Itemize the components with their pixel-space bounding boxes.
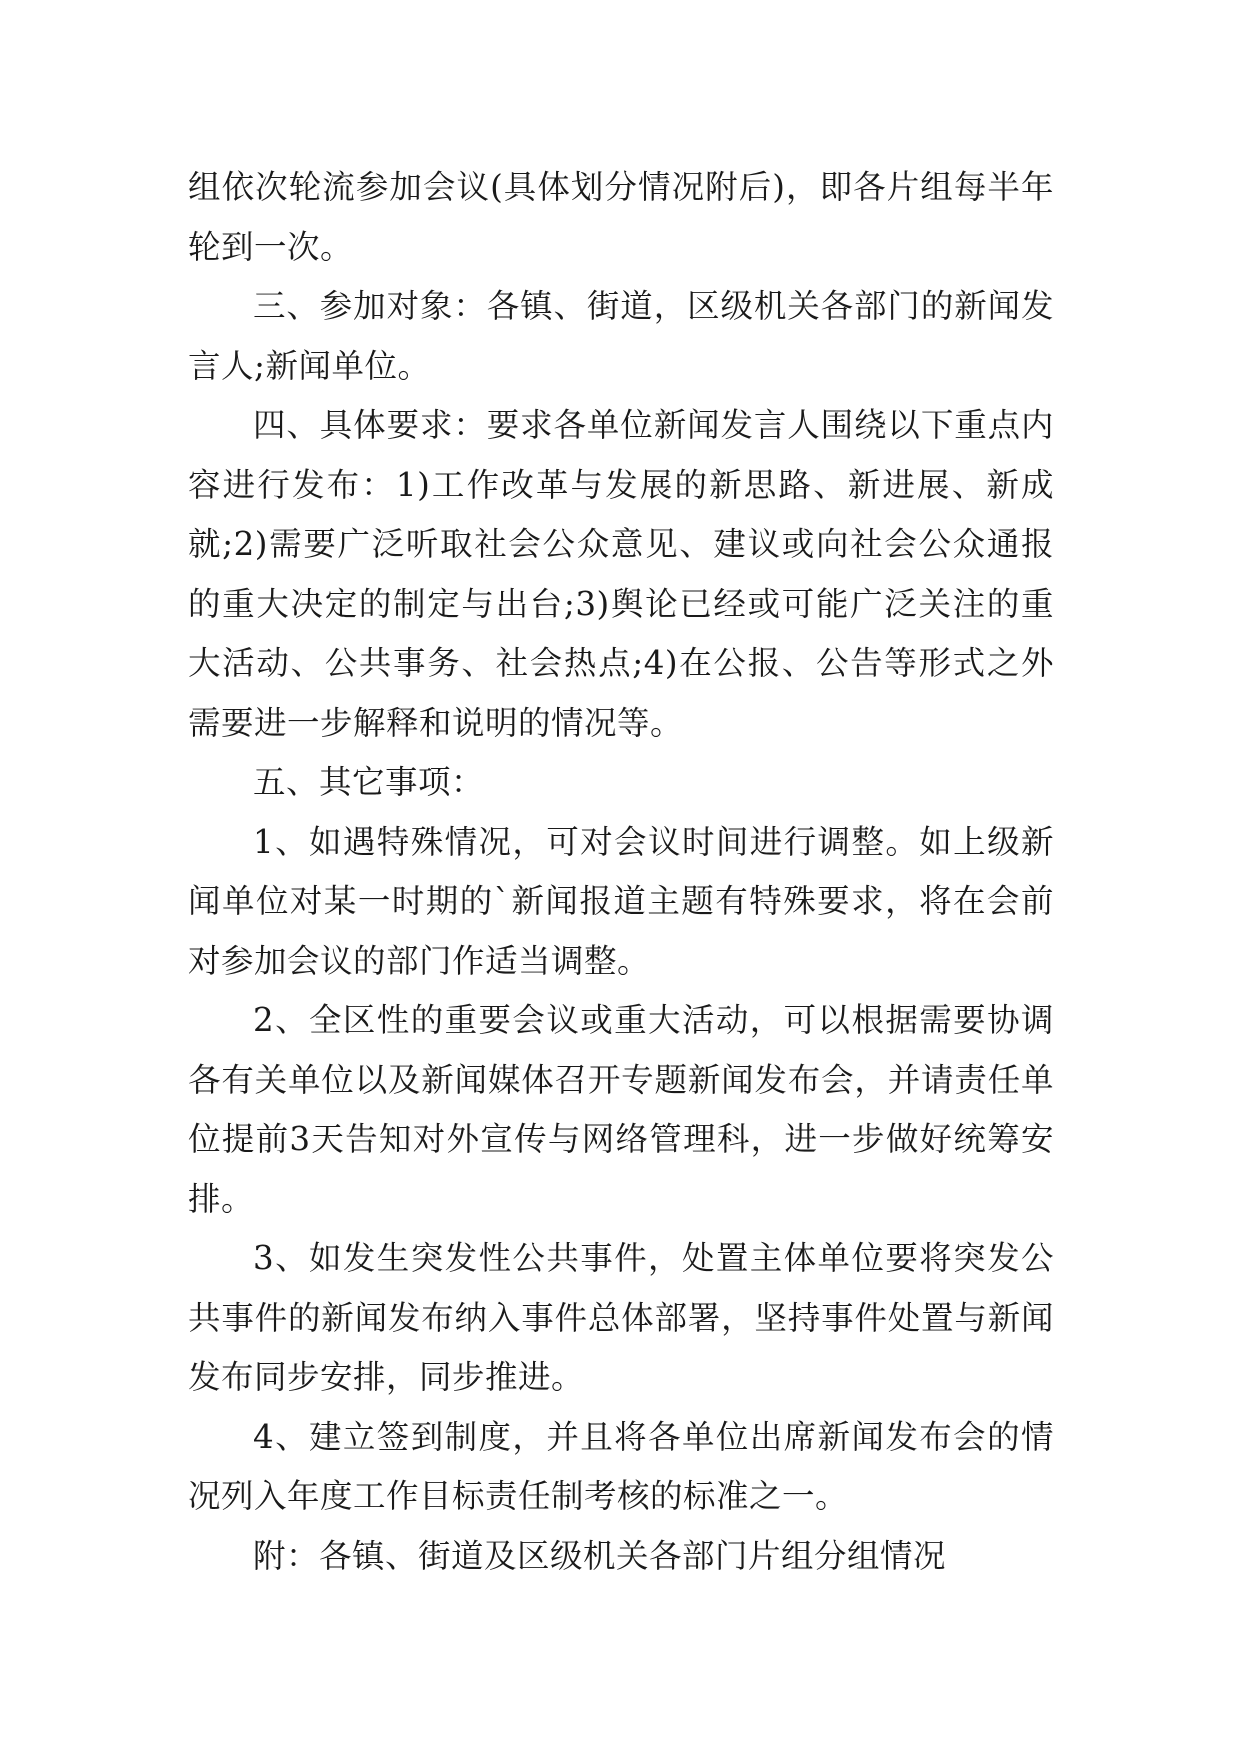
paragraph-item-4: 4、建立签到制度，并且将各单位出席新闻发布会的情况列入年度工作目标责任制考核的标准之一。 xyxy=(188,1417,1054,1515)
paragraph-continuation: 组依次轮流参加会议(具体划分情况附后)，即各片组每半年轮到一次。 xyxy=(188,168,1054,266)
paragraph-other-matters-heading: 五、其它事项： xyxy=(253,763,485,801)
paragraph-requirements: 四、具体要求：要求各单位新闻发言人围绕以下重点内容进行发布：1)工作改革与发展的新思路、新进展、新成就;2)需要广泛听取社会公众意见、建议或向社会公众通报的重大决定的制定与出台;3)舆论已经或可能广泛关注的重大活动、公共事务、社会热点;4)在公报、公告等形式之外需要进一步解释和说明的情况等。 xyxy=(188,406,1054,742)
paragraph-item-1: 1、如遇特殊情况，可对会议时间进行调整。如上级新闻单位对某一时期的`新闻报道主题有特殊要求，将在会前对参加会议的部门作适当调整。 xyxy=(188,822,1054,980)
document-body xyxy=(188,158,1054,1586)
paragraph-item-3: 3、如发生突发性公共事件，处置主体单位要将突发公共事件的新闻发布纳入事件总体部署，坚持事件处置与新闻发布同步安排，同步推进。 xyxy=(188,1239,1054,1396)
paragraph-item-2: 2、全区性的重要会议或重大活动，可以根据需要协调各有关单位以及新闻媒体召开专题新闻发布会，并请责任单位提前3天告知对外宣传与网络管理科，进一步做好统筹安排。 xyxy=(188,1001,1054,1218)
paragraph-appendix: 附：各镇、街道及区级机关各部门片组分组情况 xyxy=(253,1536,947,1575)
paragraph-participants: 三、参加对象：各镇、街道，区级机关各部门的新闻发言人;新闻单位。 xyxy=(188,287,1054,385)
